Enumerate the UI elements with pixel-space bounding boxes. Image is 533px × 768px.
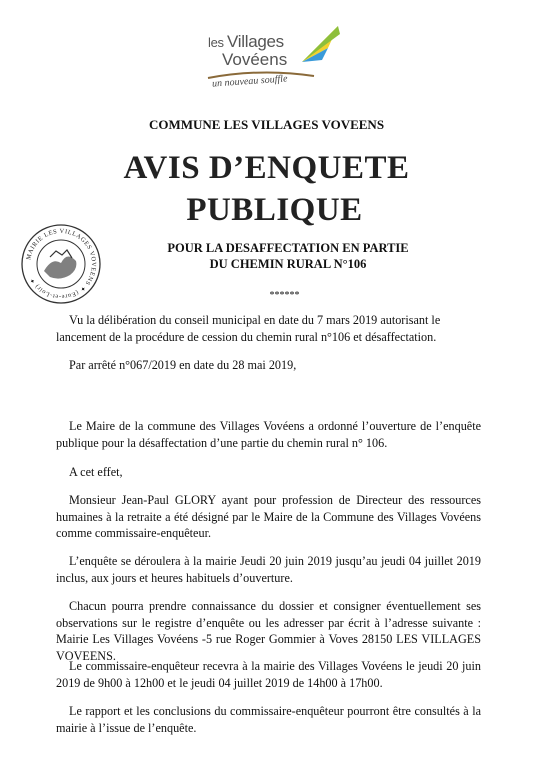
logo-line2: Vovéens <box>222 50 288 69</box>
title-line-1: AVIS D’ENQUETE <box>123 150 410 186</box>
svg-text:MAIRIE LES VILLAGES VOVEENS ✦: MAIRIE LES VILLAGES VOVEENS ✦ (Eure-et-Loir) ✦ <box>25 227 98 301</box>
subtitle-line-2: DU CHEMIN RURAL N°106 <box>209 257 367 271</box>
paragraph-deliberation: Vu la délibération du conseil municipal en date du 7 mars 2019 autorisant le lancement de la procédure de cession du chemin rural n°106 et désaffectation. <box>56 313 441 344</box>
paragraph-maire-ordonne: Le Maire de la commune des Villages Vovéens a ordonné l’ouverture de l’enquête publique pour la désaffectation d’une partie du chemin rural n° 106. <box>56 419 481 450</box>
logo-villages: Villages <box>227 32 284 51</box>
logo-tagline: un nouveau souffle <box>211 73 288 90</box>
separator-stars: ****** <box>269 290 300 301</box>
municipality-logo <box>196 24 346 102</box>
logo-prefix: les <box>208 35 228 50</box>
paragraph-arrete: Par arrêté n°067/2019 en date du 28 mai 2019, <box>69 358 297 372</box>
paragraph-rapport-conclusions: Le rapport et les conclusions du commissaire-enquêteur pourront être consultés à la mairie à l’issue de l’enquête. <box>56 704 481 735</box>
commune-heading: COMMUNE LES VILLAGES VOVEENS <box>148 117 385 132</box>
paragraph-dates-enquete: L’enquête se déroulera à la mairie Jeudi 20 juin 2019 jusqu’au jeudi 04 juillet 2019 inclus, aux jours et heures habituels d’ouverture. <box>56 554 481 585</box>
logo-leaf-icon <box>298 24 342 64</box>
paragraph-consultation-dossier: Chacun pourra prendre connaissance du dossier et consigner éventuellement ses observations sur le registre d’enquête ou les adresser par écrit à l’adresse suivante : Mairie Les Villages Vovéens -5 rue Roger Gommier à Voves 28150 LES VILLAGES VOVEENS. <box>56 599 481 663</box>
logo-line1 <box>208 32 284 52</box>
paragraph-permanences: Le commissaire-enquêteur recevra à la mairie des Villages Vovéens le jeudi 20 juin 2019 de 9h00 à 12h00 et le jeudi 04 juillet 2019 de 14h00 à 17h00. <box>56 659 481 690</box>
paragraph-a-cet-effet: A cet effet, <box>69 465 123 479</box>
title-line-2: PUBLIQUE <box>186 192 363 228</box>
paragraph-commissaire-designe: Monsieur Jean-Paul GLORY ayant pour profession de Directeur des ressources humaines à la retraite a été désigné par le Maire de la Commune des Villages Vovéens comme commissaire-enquêteur. <box>56 493 481 540</box>
subtitle-line-1: POUR LA DESAFFECTATION EN PARTIE <box>167 241 409 255</box>
